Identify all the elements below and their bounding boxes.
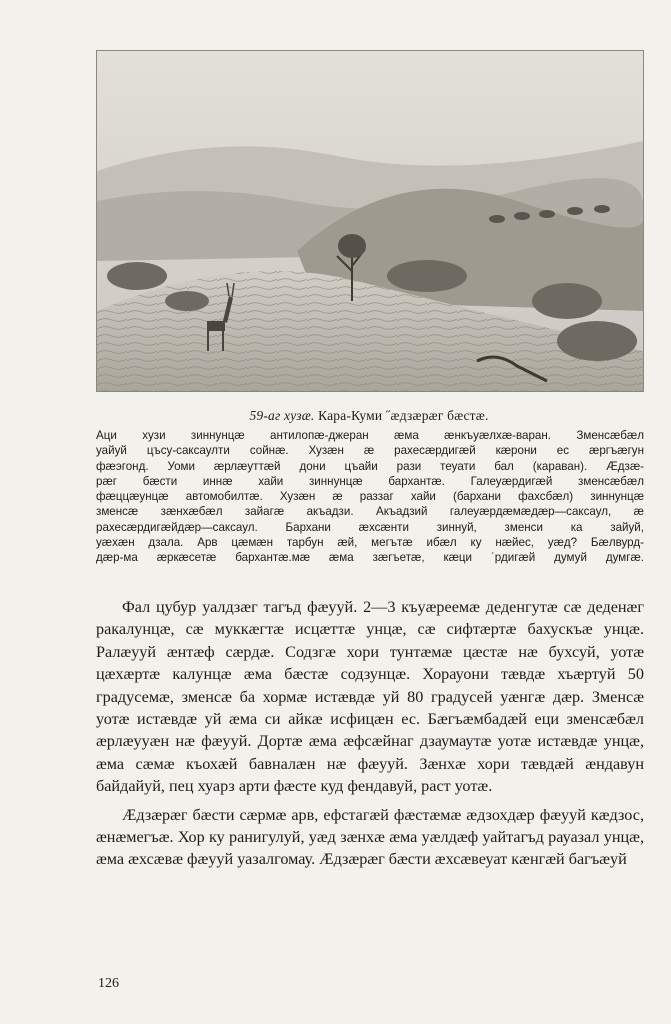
description-line: фæццæунцæ автомобилтæ. Хузæн æ раззаг хайи (бархани фахсбæл) зиннунцæ <box>96 490 644 504</box>
description-line: рæг бæсти иннæ хайи зиннунцæ бархантæ. Галеуæрдигæй зменсæбæл <box>96 474 644 488</box>
paragraph: Фал цубур уалдзæг тагъд фæууй. 2—3 къуæреемæ деденгутæ сæ деденæг ракалунцæ, сæ муккæгтæ исцæттæ унцæ, сæ сифтæртæ бахускъæ унцæ. Ралæууй æнтæф сæрдæ. Содзгæ хори тунтæмæ цæстæ нæ бухсуй, уотæ цæхæртæ калунцæ æма бæстæ содзунцæ. Хорауони тæвдæ хъæртуй 50 градусемæ, зменсæ ба хормæ иcтæвдæ уй 80 градусей уæнгæ дæр. Зменсæ уотæ иcтæвдæ уй æма си айкæ исфицæн ес. Бæгъæмбадæй еци зменсæбæл æрлæууæн нæ фæууй. Дортæ æма æфсæйнаг дзаумаутæ уотæ иcтæвдæ унцæ, æма сæмæ къохæй бавналæн нæ фæууй. Зæнхæ хори тæвдæй æндавун байдайуй, пец хуарз арти фæсте куд фендавуй, раст уотæ. <box>96 598 644 796</box>
desert-scene-image <box>97 51 643 391</box>
description-line: дæр-ма æркæсетæ бархантæ.мæ æма зæгъетæ, кæци ˈрдигæй думуй думгæ. <box>96 551 644 565</box>
description-line: фæэгонд. Уоми æрлæуттæй дони цъайи рази теуати бал (караван). Æдзæ- <box>96 459 644 473</box>
description-line: уайуй цъсу-саксаулти сойнæ. Хузæн æ рахесæрдигæй кæрони ес æргъæгун <box>96 444 644 458</box>
description-line: Аци хузи зиннунцæ антилопæ-джеран æма æнкъуæлхæ-варан. Зменсæбæл <box>96 429 644 442</box>
description-line: рахесæрдигæйдæр—саксаул. Бархани æхсæнти зиннуй, зменси ка зайуй, <box>96 520 644 534</box>
body-text <box>96 596 644 877</box>
figure-description <box>96 428 644 566</box>
figure-number: 59-аг хузæ. <box>249 408 315 423</box>
description-line: зменсæ зæнхæбæл зайагæ акъадзи. Акъадзий галеуæрдæмæдæр—саксаул, æ <box>96 505 644 519</box>
desert-illustration <box>96 50 644 392</box>
page-number: 126 <box>98 976 119 991</box>
figure-caption <box>96 408 642 424</box>
description-line: уæхæн дзала. Арв цæмæн тарбун æй, мегътæ ибæл ку нæйес, уæд? Бæлвурд- <box>96 536 644 550</box>
paragraph: Æдзæрæг бæсти сæрмæ арв, ефстагæй фæстæмæ æдзохдæр фæууй кæдзос, æнæмегъæ. Хор ку ранигулуй, уæд зæнхæ æма уæлдæф уайтагъд рауазал унцæ, æма æхсæвæ фæууй уазалгомау. Æдзæрæг бæсти æхсæвеуат кæнгæй багъæуй <box>96 805 644 869</box>
figure-title: Кара-Куми ˝æдзæрæг бæстæ. <box>318 408 489 423</box>
